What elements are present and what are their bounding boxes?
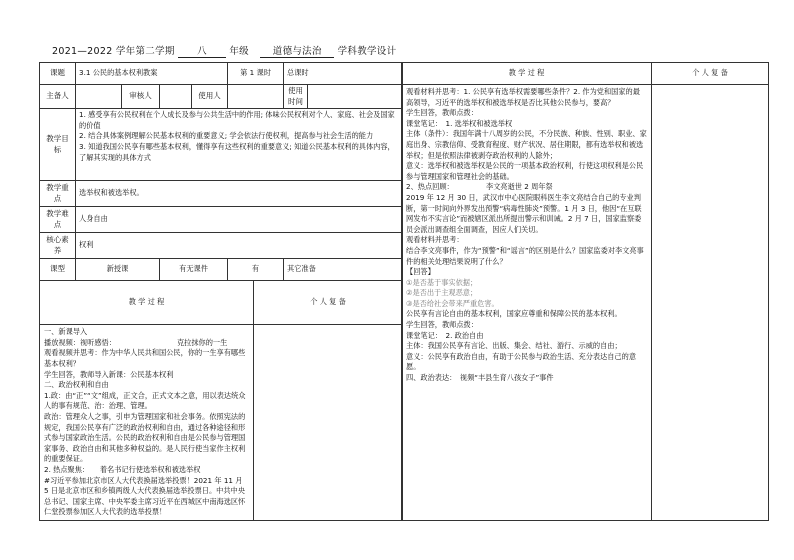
body-line: 观看材料并思考： <box>406 235 464 245</box>
body-line: 课堂笔记： 1. 选举权和被选举权 <box>406 118 513 128</box>
body-line: 四、政治表达： 视频“丰县生育八孩女子”事件 <box>406 373 554 383</box>
body-line: 学生回答，教师导入新课：公民基本权利 <box>44 369 174 379</box>
grade-value: 八 <box>178 43 226 58</box>
process-body-right <box>402 85 652 521</box>
body-line: ①是否基于事实依据； <box>406 277 478 287</box>
review-title-right: 个 人 复 备 <box>652 63 769 85</box>
body-line: 意义：公民享有政治自由，有助于公民参与政治生活、充分表达自己的意愿。 <box>406 351 637 372</box>
user-label: 使用人 <box>192 85 228 109</box>
key-value: 选举权和被选举权。 <box>76 181 403 207</box>
process-title-right: 教 学 过 程 <box>402 63 652 85</box>
process-table-right <box>401 62 769 521</box>
user-value <box>228 85 284 109</box>
body-line: 2. 热点聚焦： 着名书记行使选举权和被选举权 <box>44 464 201 474</box>
body-line: 2、热点回顾： 李文亮逝世 2 周年祭 <box>406 182 553 192</box>
process-title-left: 教 学 过 程 <box>40 281 254 325</box>
body-line: 观看视频并思考：作为中华人民共和国公民，你的一生享有哪些基本权利？ <box>44 348 246 368</box>
courseware-value: 有 <box>228 259 284 281</box>
body-line: 主体：我国公民享有言论、出版、集会、结社、游行、示威的自由； <box>406 341 622 351</box>
prep-value <box>76 85 122 109</box>
body-line: 政治：管理众人之事，引申为管理国家和社会事务。依照宪法的规定，我国公民享有广泛的政治权利和自由，通过各种途径和形式参与国家政治生活。公民的政治权利和自由是公民参与管理国家事务、政治自由和其他多种权益的。是人民行使当家作主权利的重要保证。 <box>44 411 246 464</box>
review-value <box>160 85 192 109</box>
body-line: 学生回答，教师点拨： <box>406 320 478 330</box>
goals-label: 教学目标 <box>40 109 76 181</box>
body-line: 【回答】 <box>406 267 435 277</box>
type-value: 新授课 <box>76 259 160 281</box>
review-body-left <box>254 325 403 521</box>
body-line: 播放视频：视听感悟： 克拉抹你的一生 <box>44 337 228 347</box>
header-suffix: 学科教学设计 <box>337 46 397 57</box>
goal-item: 1. 感受享有公民权利在个人成长及参与公共生活中的作用; 体味公民权利对个人、家庭、社会及国家的价值 <box>79 110 395 130</box>
process-body-left <box>40 325 254 521</box>
total-label: 总课时 <box>284 63 403 85</box>
body-line: 意义：选举权和被选举权是公民的一项基本政治权利，行使这项权利是公民参与管理国家和管理社会的基础。 <box>406 161 644 181</box>
review-label: 审核人 <box>122 85 160 109</box>
review-body-right <box>652 85 769 521</box>
subject-value: 道德与法治 <box>260 43 334 58</box>
body-line: ③是否给社会带来严重危害。 <box>406 298 499 308</box>
review-title-left: 个 人 复 备 <box>254 281 403 325</box>
body-line: 1.政：由“正”“文”组成，正文合，正式文本之意，用以表达统众人的事有规范、治：治理、管理。 <box>44 390 246 411</box>
document-header <box>52 43 396 58</box>
header-prefix: 2021—2022 学年第二学期 <box>52 46 175 57</box>
key-label: 教学重点 <box>40 181 76 207</box>
prep-label: 主备人 <box>40 85 76 109</box>
topic-value: 3.1 公民的基本权利教案 <box>76 63 228 85</box>
body-line: 观看材料并思考：1. 公民享有选举权需要哪些条件？2. 作为党和国家的最高领导，习近平的选举权和被选举权是否比其他公民参与，要高？ <box>406 87 640 107</box>
body-line: 学生回答，教师点拨： <box>406 108 478 118</box>
goal-item: 2. 结合具体案例理解公民基本权利的重要意义; 学会依法行使权利，提高参与社会生活的能力 <box>79 131 374 141</box>
diff-value: 人身自由 <box>76 207 403 233</box>
body-line: 结合李文亮事件，作为“预警”和“谣言”的区别是什么？国家监委对李文亮事件的相关处理结果说明了什么？ <box>406 245 644 266</box>
grade-suffix: 年级 <box>229 46 249 57</box>
body-line: 一、新课导入 <box>44 327 88 337</box>
core-label: 核心素养 <box>40 233 76 259</box>
diff-label: 教学难点 <box>40 207 76 233</box>
topic-label: 课题 <box>40 63 76 85</box>
goal-item: 3. 知道我国公民享有哪些基本权利，懂得享有这些权利的重要意义; 知道公民基本权利的具体内容，了解其实现的具体方式 <box>79 141 395 162</box>
time-label: 使用时间 <box>284 85 308 109</box>
type-label: 课型 <box>40 259 76 281</box>
body-line: 2019 年 12 月 30 日，武汉市中心医院眼科医生李文亮结合自己的专业判断，第一时间向外界发出预警“病毒性肺炎”预警。1 月 3 日，他因“在互联网发布不实言论”而被辖区派出所提出警示和训诫。2 月 7 日，国家监察委员会派出调查组全面调查，因应人们关切。 <box>406 192 642 234</box>
time-value <box>308 85 403 109</box>
courseware-label: 有无课件 <box>160 259 228 281</box>
body-line: ②是否出于主观恶意； <box>406 288 478 298</box>
lesson-info-table <box>39 62 403 521</box>
body-line: 课堂笔记： 2. 政治自由 <box>406 330 484 340</box>
body-line: #习近平参加北京市区人大代表换届选举投票！2021 年 11 月 5 日是北京市区和乡镇两级人大代表换届选举投票日。中共中央总书记、国家主席、中央军委主席习近平在西城区中南海选区怀仁堂投票参加区人大代表的选举投票！ <box>44 475 246 517</box>
body-line: 公民享有言论自由的基本权利，国家应尊重和保障公民的基本权利。 <box>406 309 622 319</box>
period-label: 第 1 课时 <box>228 63 284 85</box>
other-label: 其它准备 <box>284 259 403 281</box>
body-line: 主体（条件）：我国年满十八周岁的公民，不分民族、种族、性别、职业、家庭出身、宗教信仰、受教育程度、财产状况、居住期限，都有选举权和被选举权；但是依照法律被剥夺政治权利的人除外； <box>406 129 647 160</box>
core-value: 权利 <box>76 233 403 259</box>
body-line: 二、政治权利和自由 <box>44 380 109 390</box>
